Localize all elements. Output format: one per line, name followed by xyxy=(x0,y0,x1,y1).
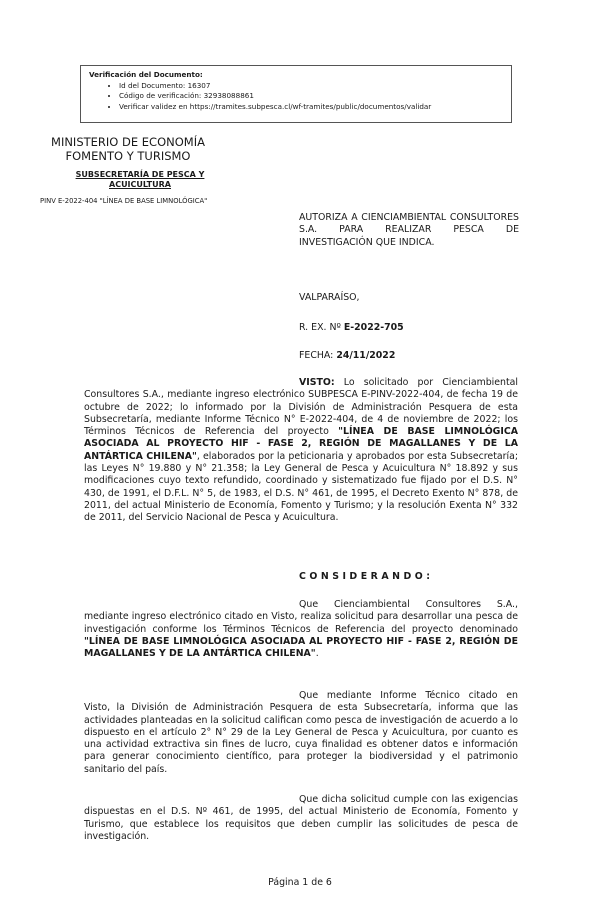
ministry-line2: FOMENTO Y TURISMO xyxy=(65,149,191,163)
resolution-number-line xyxy=(299,322,404,334)
visto-paragraph xyxy=(84,377,518,525)
considerando-3 xyxy=(84,794,518,843)
verification-url[interactable]: • Verificar validez en https://tramites.subpesca.cl/wf-tramites/public/documentos/validar xyxy=(119,102,505,113)
date-value: 24/11/2022 xyxy=(336,350,396,361)
resolution-summary: AUTORIZA A CIENCIAMBIENTAL CONSULTORES S.A. PARA REALIZAR PESCA DE INVESTIGACIÓN QUE INDICA. xyxy=(299,212,519,248)
verification-box xyxy=(80,65,512,123)
visto-text-2: , elaborados por la peticionaria y aprobados por esta Subsecretaría; las Leyes N° 19.880 y N° 21.358; la Ley General de Pesca y Acuicultura N° 18.892 y sus modificaciones cuyo texto refundido, coordinado y sistematizado fue fijado por el D.S. N° 430, de 1991, el D.F.L. N° 5, de 1983, el D.S. N° 461, de 1995, el Decreto Exento N° 878, de 2011, del actual Ministerio de Economía, Fomento y Turismo; y la resolución Exenta N° 332 de 2011, del Servicio Nacional de Pesca y Acuicultura. xyxy=(84,450,518,524)
considerando-2 xyxy=(84,690,518,776)
page-number: Página 1 de 6 xyxy=(268,877,332,888)
c1-text-2: . xyxy=(315,648,319,660)
verification-title: Verificación del Documento: xyxy=(89,70,203,79)
resolution-prefix: R. EX. Nº xyxy=(299,322,344,333)
visto-project-name: "LÍNEA DE BASE LIMNOLÓGICA ASOCIADA AL PROYECTO HIF - FASE 2, REGIÓN DE MAGALLANES Y DE LA ANTÁRTICA CHILENA" xyxy=(84,426,518,462)
ministry-name xyxy=(38,135,218,163)
resolution-number: E-2022-705 xyxy=(343,322,404,333)
verification-code: • Código de verificación: 32938088861 xyxy=(119,91,505,102)
city: VALPARAÍSO, xyxy=(299,292,360,303)
verification-list xyxy=(89,81,505,113)
date-prefix: FECHA: xyxy=(299,350,337,361)
subsecretaria-name: SUBSECRETARÍA DE PESCA Y ACUICULTURA xyxy=(75,170,205,189)
reference-line: PINV E-2022-404 "LÍNEA DE BASE LIMNOLÓGICA" xyxy=(40,197,208,205)
c1-text-1: Que Cienciambiental Consultores S.A., mediante ingreso electrónico citado en Visto, realiza solicitud para desarrollar una pesca de investigación conforme los Términos Técnicos de Referencia del proyecto denominado xyxy=(84,599,518,635)
c3-text: Que dicha solicitud cumple con las exigencias dispuestas en el D.S. Nº 461, de 1995, del actual Ministerio de Economía, Fomento y Turismo, que establece los requisitos que deben cumplir las solicitudes de pesca de investigación. xyxy=(84,794,518,842)
c1-project-name: "LÍNEA DE BASE LIMNOLÓGICA ASOCIADA AL PROYECTO HIF - FASE 2, REGIÓN DE MAGALLANES Y DE LA ANTÁRTICA CHILENA" xyxy=(84,635,518,660)
considerando-1 xyxy=(84,599,518,660)
c2-text: Que mediante Informe Técnico citado en Visto, la División de Administración Pesquera de esta Subsecretaría, informa que las actividades planteadas en la solicitud califican como pesca de investigación de acuerdo a lo dispuesto en el artículo 2° N° 29 de la Ley General de Pesca y Acuicultura, por cuanto es una actividad extractiva sin fines de lucro, cuya finalidad es obtener datos e información para generar conocimiento científico, para proteger la biodiversidad y el patrimonio sanitario del país. xyxy=(84,690,518,775)
ministry-line1: MINISTERIO DE ECONOMÍA xyxy=(51,135,205,149)
document-id: • Id del Documento: 16307 xyxy=(119,81,505,92)
date-line xyxy=(299,350,395,362)
visto-label: VISTO: xyxy=(299,377,335,388)
visto-text-1: Lo solicitado por Cienciambiental Consultores S.A., mediante ingreso electrónico SUBPESCA E-PINV-2022-404, de fecha 19 de octubre de 2022; lo informado por la División de Administración Pesquera de esta Subsecretaría, mediante Informe Técnico N° E-2022-404, de 4 de noviembre de 2022; los Términos Técnicos de Referencia del proyecto xyxy=(84,377,518,438)
considerando-heading: CONSIDERANDO: xyxy=(299,571,434,582)
